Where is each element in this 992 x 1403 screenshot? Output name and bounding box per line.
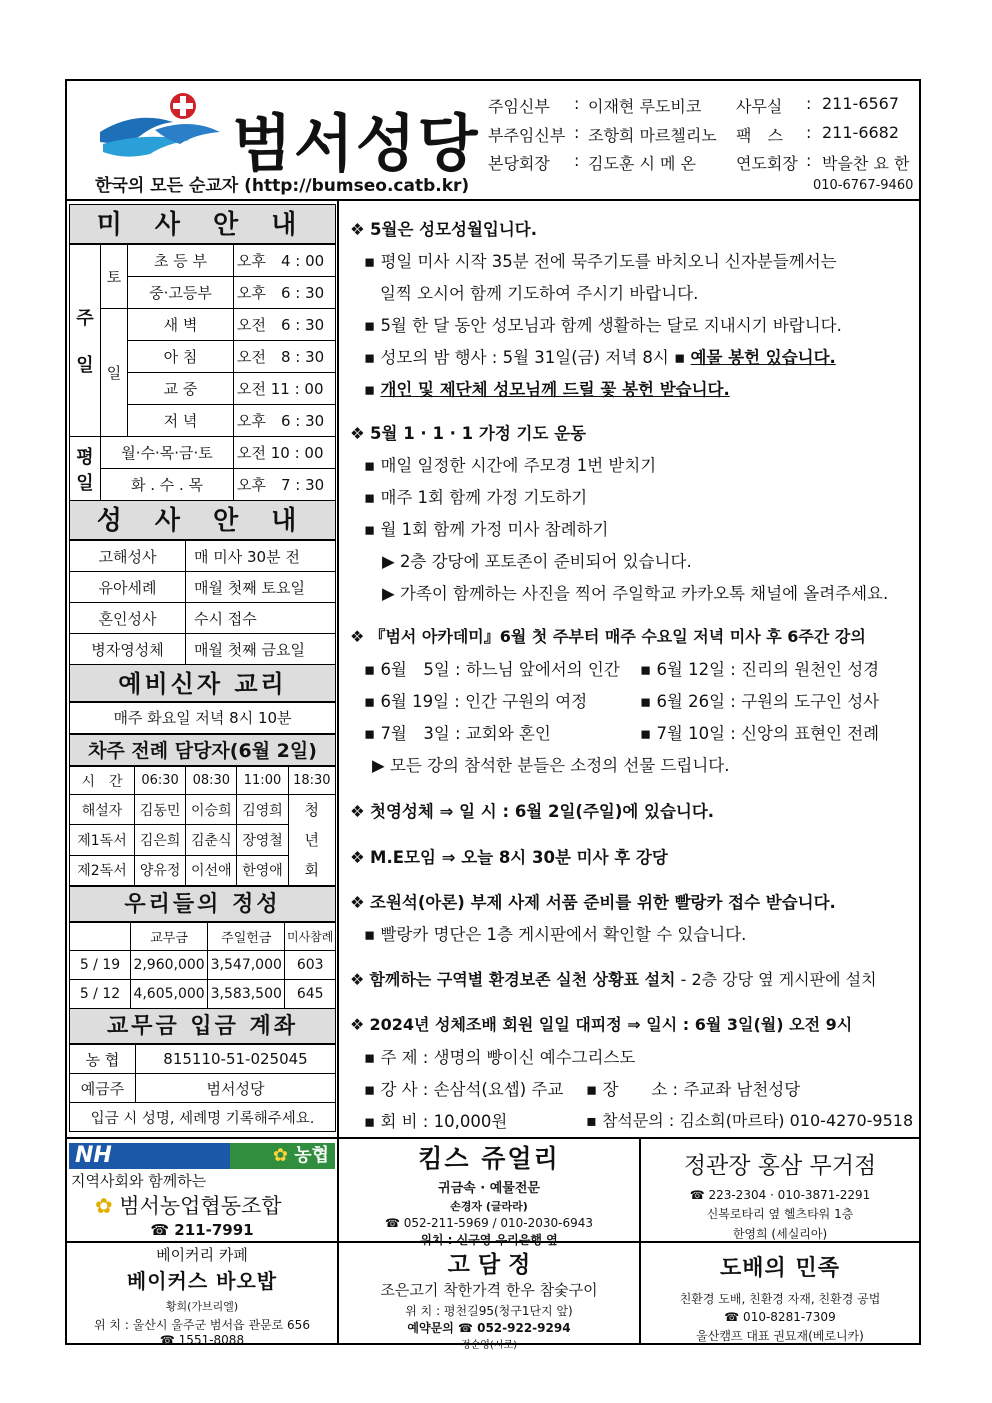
bakery-ad [67, 1244, 337, 1347]
notice-emphasis: 예물 봉헌 있습니다. [690, 348, 836, 367]
dobae-ad [641, 1251, 919, 1344]
mass-title: 미 사 안 내 [69, 204, 336, 244]
notice-item [364, 1044, 635, 1068]
notice-text: 회 비 : 10,000원 [380, 1112, 508, 1131]
mass-time: 오후 6 : 30 [234, 405, 336, 437]
offering-head: 주일헌금 [208, 923, 285, 951]
weekday-label-1: 평 [76, 446, 94, 468]
diamond-icon: ❖ [350, 424, 371, 443]
square-bullet-icon: ▪ [364, 252, 381, 271]
square-bullet-icon: ▪ [364, 692, 381, 711]
catechism-value: 매주 화요일 저녁 8시 10분 [69, 702, 336, 734]
colon: : [806, 123, 812, 142]
offering-head: 교무금 [131, 923, 208, 951]
bakery-owner: 황희(가브리엘) [165, 1300, 239, 1313]
notice-item [364, 248, 837, 272]
square-bullet-icon: ▪ [364, 456, 381, 475]
ginseng-phone: ☎ 223-2304 · 010-3871-2291 [689, 1188, 871, 1202]
notice-text: 6월 19일 : 인간 구원의 여정 [380, 692, 588, 711]
colon: : [806, 151, 812, 170]
notice-item [364, 376, 730, 400]
notice-text: 강 사 : 손삼석(요셉) 주교 [380, 1080, 564, 1099]
bakery-sub: 베이커리 카페 [156, 1246, 248, 1264]
notice-item [364, 484, 587, 508]
info-value2: 박을찬 요 한 [822, 154, 910, 173]
mass-name: 새 벽 [128, 309, 234, 341]
catechism-title: 예비신자 교리 [69, 664, 336, 702]
square-bullet-icon: ▪ [674, 348, 691, 367]
notice-item [364, 1108, 507, 1132]
sacrament-value: 매월 첫째 토요일 [186, 572, 336, 603]
notice-item [364, 344, 836, 368]
nh-name-row [95, 1190, 282, 1220]
notice-title: 2024년 성체조배 회원 일일 대피정 ⇒ 일시 : 6월 3일(월) 오전 9시 [369, 1015, 853, 1034]
notice-item [640, 688, 879, 712]
info-value: 조항희 마르첼리노 [588, 126, 717, 145]
notice-heading [350, 844, 668, 868]
notice-item [364, 720, 551, 744]
notice-text: 5월 한 달 동안 성모님과 함께 생활하는 달로 지내시기 바랍니다. [380, 316, 842, 335]
square-bullet-icon: ▪ [586, 1111, 602, 1130]
weekday-label-2: 일 [76, 472, 94, 494]
column-divider [337, 199, 339, 1137]
mass-name: 아 침 [128, 341, 234, 373]
notice-text: 성모의 밤 행사 : 5월 31일(금) 저녁 8시 [380, 348, 669, 367]
sacrament-title: 성 사 안 내 [69, 500, 336, 540]
duty-head: 08:30 [186, 767, 237, 795]
church-name: 범서성당 [232, 107, 480, 180]
notice-title: 함께하는 구역별 환경보존 실천 상황표 설치 [369, 970, 676, 989]
info-row [488, 123, 918, 151]
offering-value: 3,547,000 [208, 951, 285, 980]
notice-heading [350, 967, 877, 990]
offering-value: 3,583,500 [208, 980, 285, 1009]
notice-text: 7월 10일 : 신앙의 표현인 전례 [656, 724, 880, 743]
mass-name: 화 . 수 . 목 [101, 469, 234, 501]
notice-item [364, 452, 656, 476]
notice-item [372, 752, 730, 776]
notices [350, 212, 915, 1132]
extra-phone: 010-6767-9460 [813, 178, 914, 193]
offering-date: 5 / 19 [70, 951, 131, 980]
square-bullet-icon: ▪ [364, 660, 381, 679]
nh-line1: 지역사회와 함께하는 [71, 1172, 207, 1190]
notice-heading [350, 1012, 852, 1035]
mass-name: 초 등 부 [128, 245, 234, 277]
mass-time: 오전 6 : 30 [234, 309, 336, 341]
diamond-icon: ❖ [350, 627, 370, 646]
sunday-label-2: 일 [76, 355, 94, 376]
sacrament-name: 고해성사 [70, 541, 186, 572]
dobae-phone: ☎ 010-8281-7309 [724, 1310, 836, 1324]
square-bullet-icon: ▪ [640, 660, 657, 679]
church-logo-icon [95, 92, 230, 162]
diamond-icon: ❖ [350, 220, 371, 239]
mass-time: 오후 4 : 00 [234, 245, 336, 277]
sacrament-value: 매월 첫째 금요일 [186, 634, 336, 665]
dobae-name: 도배의 민족 [720, 1256, 840, 1281]
youth-char: 회 [304, 861, 320, 879]
duty-title: 차주 전례 담당자(6월 2일) [69, 734, 336, 766]
godam-location: 위 치 : 평천길95(청구1단지 앞) [405, 1304, 573, 1318]
offering-date: 5 / 12 [70, 980, 131, 1009]
offering-value: 603 [285, 951, 336, 980]
diamond-icon: ❖ [350, 802, 371, 821]
square-bullet-icon: ▪ [364, 520, 381, 539]
account-holder-label: 예금주 [70, 1074, 136, 1103]
weekday-label [70, 437, 101, 501]
notice-heading [350, 798, 714, 822]
sacrament-value: 매 미사 30분 전 [186, 541, 336, 572]
notice-item [586, 1076, 800, 1100]
offering-value: 2,960,000 [131, 951, 208, 980]
notice-item [380, 280, 698, 304]
nh-logo-bar [69, 1143, 335, 1169]
info-label2: 팩 스 [736, 126, 783, 145]
mass-name: 교 중 [128, 373, 234, 405]
sunday-label-1: 주 [76, 308, 94, 329]
diamond-icon: ❖ [350, 1015, 370, 1034]
notice-text: 일찍 오시어 함께 기도하여 주시기 바랍니다. [380, 284, 699, 303]
info-row [488, 94, 918, 122]
kims-sub: 귀금속 · 예물전문 [438, 1181, 540, 1196]
account-holder: 범서성당 [136, 1074, 336, 1103]
info-value2: 211-6682 [822, 123, 900, 142]
sunday-day-label: 일 [101, 309, 128, 437]
duty-head: 18:30 [288, 767, 335, 795]
duty-person: 이승희 [186, 795, 237, 825]
godam-phone: 예약문의 ☎ 052-922-9294 [407, 1321, 571, 1335]
sacrament-name: 유아세례 [70, 572, 186, 603]
sacrament-value: 수시 접수 [186, 603, 336, 634]
triangle-bullet-icon: ▶ [382, 552, 400, 571]
notice-text: 6월 5일 : 하느님 앞에서의 인간 [380, 660, 620, 679]
notice-item [364, 656, 620, 680]
square-bullet-icon: ▪ [640, 692, 657, 711]
notice-title: 『범서 아카데미』6월 첫 주부터 매주 수요일 저녁 미사 후 6주간 강의 [369, 627, 866, 646]
notice-emphasis: 개인 및 제단체 성모님께 드릴 꽃 봉헌 받습니다. [380, 380, 730, 399]
colon: : [574, 123, 580, 142]
info-label2: 연도회장 [736, 154, 798, 173]
diamond-icon: ❖ [350, 848, 371, 867]
duty-role: 해설자 [70, 795, 135, 825]
mass-name: 저 녁 [128, 405, 234, 437]
duty-person: 김동민 [135, 795, 186, 825]
mass-table [69, 244, 336, 501]
notice-title: 5월은 성모성월입니다. [370, 220, 537, 239]
colon: : [806, 94, 812, 113]
sacrament-name: 혼인성사 [70, 603, 186, 634]
square-bullet-icon: ▪ [586, 1080, 603, 1099]
square-bullet-icon: ▪ [640, 724, 657, 743]
duty-person: 한영애 [237, 855, 288, 885]
duty-person: 김은희 [135, 825, 186, 855]
notice-heading [350, 624, 866, 647]
nh-name: 범서농업협동조합 [119, 1194, 282, 1218]
duty-head: 06:30 [135, 767, 186, 795]
notice-title: M.E모임 ⇒ 오늘 8시 30분 미사 후 강당 [370, 848, 668, 867]
triangle-bullet-icon: ▶ [372, 756, 390, 775]
nh-logo-korean [230, 1143, 335, 1169]
kims-phone: ☎ 052-211-5969 / 010-2030-6943 [384, 1216, 594, 1230]
duty-role: 제1독서 [70, 825, 135, 855]
offering-table [69, 922, 336, 1009]
duty-person: 양유정 [135, 855, 186, 885]
notice-item [364, 516, 608, 540]
square-bullet-icon: ▪ [364, 488, 381, 507]
godam-ad [339, 1246, 639, 1351]
notice-item [364, 1076, 563, 1100]
square-bullet-icon: ▪ [364, 1080, 381, 1099]
notice-text: 가족이 함께하는 사진을 찍어 주일학교 카카오톡 채널에 올려주세요. [399, 584, 889, 603]
account-bank: 농 협 [70, 1045, 136, 1074]
bakery-phone: ☎ 1551-8088 [159, 1333, 245, 1347]
duty-head: 시 간 [70, 767, 135, 795]
info-row [488, 151, 918, 179]
square-bullet-icon: ▪ [364, 1048, 381, 1067]
notice-text: 월 1회 함께 가정 미사 참례하기 [380, 520, 609, 539]
saturday-label: 토 [101, 245, 128, 309]
kims-name: 킴스 쥬얼리 [418, 1144, 560, 1173]
sacrament-table [69, 540, 336, 665]
info-label: 주임신부 [488, 97, 550, 116]
godam-name: 고 담 정 [447, 1252, 531, 1278]
mass-time: 오전 10 : 00 [234, 437, 336, 469]
notice-text: 6월 26일 : 구원의 도구인 성사 [656, 692, 880, 711]
kims-owner: 손경자 (글라라) [450, 1200, 528, 1213]
offering-head: 미사참례 [285, 923, 336, 951]
notice-item [364, 688, 587, 712]
church-logo [95, 92, 230, 162]
notice-item [640, 720, 879, 744]
offering-head [70, 923, 131, 951]
duty-table [69, 766, 336, 886]
mass-time: 오후 6 : 30 [234, 277, 336, 309]
notice-text: 매주 1회 함께 가정 기도하기 [380, 488, 588, 507]
duty-role: 제2독서 [70, 855, 135, 885]
mass-name: 중·고등부 [128, 277, 234, 309]
youth-char: 청 [304, 801, 320, 819]
info-label2: 사무실 [736, 97, 783, 116]
duty-person: 이선애 [186, 855, 237, 885]
square-bullet-icon: ▪ [364, 348, 381, 367]
nh-leaf-icon: ✿ [272, 1145, 295, 1166]
notice-item [382, 580, 888, 604]
nh-logo: NH [75, 1143, 112, 1168]
info-value2: 211-6567 [822, 94, 900, 113]
account-note: 입금 시 성명, 세례명 기록해주세요. [70, 1103, 336, 1132]
diamond-icon: ❖ [350, 893, 371, 912]
notice-heading [350, 889, 836, 913]
account-table [69, 1044, 336, 1132]
bakery-name: 베이커스 바오밥 [126, 1269, 278, 1293]
offering-title: 우리들의 정성 [69, 886, 336, 922]
offering-value: 645 [285, 980, 336, 1009]
notice-item [640, 656, 879, 680]
triangle-bullet-icon: ▶ [382, 584, 400, 603]
account-title: 교무금 입금 계좌 [69, 1008, 336, 1044]
bakery-location: 위 치 : 울산시 울주군 범서읍 관문로 656 [94, 1318, 310, 1332]
dobae-owner: 울산캠프 대표 권묘재(베로니카) [696, 1329, 864, 1343]
info-value: 이재현 루도비코 [588, 97, 702, 116]
notice-item [364, 921, 746, 945]
notice-text: 장 소 : 주교좌 남천성당 [602, 1080, 801, 1099]
kims-ad [339, 1139, 639, 1248]
duty-head: 11:00 [237, 767, 288, 795]
account-number: 815110-51-025045 [136, 1045, 336, 1074]
notice-text: 6월 12일 : 진리의 원천인 성경 [656, 660, 880, 679]
square-bullet-icon: ▪ [364, 316, 381, 335]
info-label: 본당회장 [488, 154, 550, 173]
mass-time: 오후 7 : 30 [234, 469, 336, 501]
mass-name: 월·수·목·금·토 [101, 437, 234, 469]
mass-time: 오전 8 : 30 [234, 341, 336, 373]
ginseng-owner: 한영희 (세실리아) [732, 1227, 828, 1241]
ginseng-ad [641, 1147, 919, 1242]
square-bullet-icon: ▪ [364, 1112, 381, 1131]
notice-text: 모든 강의 참석한 분들은 소정의 선물 드립니다. [389, 756, 730, 775]
notice-text: 참석문의 : 김소희(마르타) 010-4270-9518 [601, 1111, 914, 1130]
notice-text: 주 제 : 생명의 빵이신 예수그리스도 [380, 1048, 636, 1067]
notice-title: 첫영성체 ⇒ 일 시 : 6월 2일(주일)에 있습니다. [370, 802, 715, 821]
colon: : [574, 94, 580, 113]
duty-person: 김영희 [237, 795, 288, 825]
notice-text: 7월 3일 : 교회와 혼인 [380, 724, 551, 743]
duty-person: 장영철 [237, 825, 288, 855]
ginseng-name: 정관장 홍삼 무거점 [683, 1153, 877, 1179]
square-bullet-icon: ▪ [364, 380, 381, 399]
notice-text: 매일 일정한 시간에 주모경 1번 받치기 [380, 456, 657, 475]
godam-owner: 정순영(시로) [460, 1340, 518, 1351]
sunday-label [70, 245, 101, 437]
header-divider [65, 199, 921, 201]
nh-phone: ☎ 211-7991 [150, 1221, 254, 1239]
notice-tail: - 2층 강당 옆 게시판에 설치 [675, 970, 877, 989]
godam-sub: 조은고기 착한가격 한우 참숯구이 [380, 1281, 598, 1299]
colon: : [574, 151, 580, 170]
nh-logo-text: 농협 [294, 1145, 329, 1166]
notice-text: 평일 미사 시작 35분 전에 묵주기도를 바치오니 신자분들께서는 [380, 252, 837, 271]
sacrament-name: 병자영성체 [70, 634, 186, 665]
ginseng-location: 신복로타리 옆 헬츠타워 1층 [706, 1207, 854, 1221]
nh-emblem-icon: ✿ [95, 1194, 120, 1218]
youth-group [288, 795, 335, 886]
notice-heading [350, 216, 537, 240]
kims-location: 위치 : 신구영 우리은행 옆 [420, 1233, 558, 1247]
duty-person: 김춘식 [186, 825, 237, 855]
offering-value: 4,605,000 [131, 980, 208, 1009]
notice-heading [350, 420, 586, 444]
info-value: 김도훈 시 메 온 [588, 154, 696, 173]
notice-title: 조원석(아론) 부제 사제 서품 준비를 위한 빨랑카 접수 받습니다. [370, 893, 836, 912]
notice-item [586, 1108, 913, 1131]
dobae-sub: 친환경 도배, 친환경 자재, 친환경 공법 [679, 1292, 881, 1306]
notice-item [364, 312, 842, 336]
notice-text: 빨랑카 명단은 1층 게시판에서 확인할 수 있습니다. [380, 925, 747, 944]
mass-time: 오전 11 : 00 [234, 373, 336, 405]
notice-text: 2층 강당에 포토존이 준비되어 있습니다. [399, 552, 692, 571]
square-bullet-icon: ▪ [364, 925, 381, 944]
square-bullet-icon: ▪ [364, 724, 381, 743]
info-label: 부주임신부 [488, 126, 566, 145]
youth-char: 년 [304, 831, 320, 849]
diamond-icon: ❖ [350, 970, 370, 989]
notice-item [382, 548, 692, 572]
tagline: 한국의 모든 순교자 (http://bumseo.catb.kr) [95, 176, 470, 196]
notice-title: 5월 1 · 1 · 1 가정 기도 운동 [370, 424, 587, 443]
